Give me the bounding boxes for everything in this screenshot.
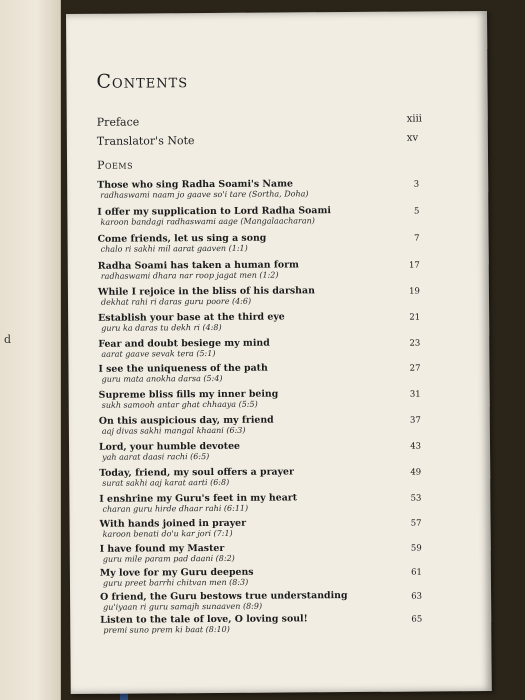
entry-title: With hands joined in prayer [99, 517, 247, 530]
section-heading: Poems [97, 158, 134, 172]
entry-page: 37 [409, 415, 421, 426]
toc-entry [98, 337, 421, 359]
toc-entry [98, 232, 418, 254]
contents-page [66, 11, 492, 694]
entry-page: 65 [411, 614, 423, 625]
front-matter-item [96, 132, 419, 148]
entry-title: My love for my Guru deepens [99, 566, 254, 579]
entry-page: 7 [414, 233, 420, 244]
entry-subtitle: yah aarat daasi rachi (6:5) [102, 452, 210, 462]
front-matter-title: Translator's Note [96, 134, 195, 148]
entry-subtitle: chalo ri sakhi mil aarat gaaven (1:1) [100, 243, 248, 254]
toc-entry [100, 542, 420, 564]
entry-subtitle: radhaswami naam jo gaave so'i tare (Sortha, Doha) [100, 189, 309, 200]
entry-subtitle: guru preet barrhi chitvan men (8:3) [102, 577, 249, 588]
toc-entry [99, 414, 419, 436]
facing-page [0, 0, 61, 700]
entry-subtitle: guru mata anokha darsa (5:4) [101, 373, 223, 384]
entry-title: Lord, your humble devotee [98, 440, 241, 453]
entry-title: Listen to the tale of love, O loving soul! [100, 613, 308, 626]
entry-subtitle: premi suno prem ki baat (8:10) [103, 624, 230, 635]
entry-subtitle: guru ka daras tu dekh ri (4:8) [101, 322, 222, 333]
entry-page: 57 [410, 518, 422, 529]
entry-title: I enshrine my Guru's feet in my heart [99, 492, 298, 505]
front-matter-page: xv [406, 132, 419, 144]
toc-entry [98, 362, 421, 384]
entry-page: 59 [410, 543, 422, 554]
entry-page: 3 [413, 179, 420, 190]
entry-title: Radha Soami has taken a human form [97, 259, 299, 272]
entry-subtitle: gu'iyaan ri guru samajh sunaaven (8:9) [103, 601, 263, 612]
toc-entry [99, 388, 419, 410]
entry-title: Come friends, let us sing a song [97, 232, 267, 245]
entry-page: 17 [408, 260, 420, 271]
entry-subtitle: dekhat rahi ri daras guru poore (4:6) [100, 296, 252, 307]
entry-title: I see the uniqueness of the path [98, 362, 268, 375]
entry-page: 23 [409, 338, 421, 349]
entry-subtitle: radhaswami dhara nar roop jagat men (1:2) [100, 270, 279, 281]
entry-title: While I rejoice in the bliss of his darshan [97, 285, 315, 298]
entry-page: 43 [410, 441, 422, 452]
entry-subtitle: charan guru hirde dhaar rahi (6:11) [102, 503, 249, 514]
entry-title: Those who sing Radha Soami's Name [97, 178, 293, 191]
entry-title: Fear and doubt besiege my mind [98, 337, 270, 350]
entry-subtitle: sukh samooh antar ghat chhaaya (5:5) [101, 399, 258, 410]
entry-subtitle: guru mile param pad daani (8:2) [102, 553, 235, 564]
page-title: Contents [96, 70, 189, 93]
entry-title: Supreme bliss fills my inner being [98, 388, 279, 401]
toc-entry [99, 492, 422, 514]
entry-title: O friend, the Guru bestows true understanding [100, 590, 348, 603]
entry-subtitle: surat sakhi aaj karat aarti (6:8) [102, 477, 230, 488]
toc-entry [98, 311, 421, 333]
entry-page: 63 [411, 591, 423, 602]
entry-page: 19 [409, 286, 420, 297]
entry-subtitle: aarat gaave sevak tera (5:1) [101, 348, 216, 359]
toc-entry [99, 466, 422, 488]
front-matter-title: Preface [96, 115, 140, 129]
toc-entry [97, 178, 420, 200]
toc-entry [100, 613, 423, 635]
toc-entry [97, 205, 420, 227]
entry-page: 49 [410, 467, 422, 478]
front-matter-page: xiii [406, 113, 423, 125]
toc-entry [100, 590, 423, 612]
entry-subtitle: karoon benati do'u kar jori (7:1) [102, 528, 233, 539]
entry-subtitle: karoon bandagi radhaswami aage (Mangalaacharan) [100, 216, 315, 227]
entry-page: 27 [409, 363, 421, 374]
entry-title: I have found my Master [99, 542, 225, 555]
front-matter-item [96, 113, 423, 129]
toc-entry [98, 259, 418, 281]
entry-subtitle: aaj divas sakhi mangal khaani (6:3) [101, 425, 246, 436]
entry-title: I offer my supplication to Lord Radha Soami [97, 205, 331, 218]
toc-entry [98, 440, 422, 462]
facing-page-text-fragment: d [4, 333, 12, 346]
toc-entry [100, 517, 420, 539]
entry-page: 21 [409, 312, 421, 323]
toc-entry [100, 566, 420, 588]
entry-title: On this auspicious day, my friend [98, 414, 274, 427]
toc-entry [98, 285, 418, 307]
entry-title: Establish your base at the third eye [98, 311, 285, 324]
entry-page: 53 [410, 493, 422, 504]
entry-title: Today, friend, my soul offers a prayer [99, 466, 294, 479]
entry-page: 61 [411, 567, 422, 578]
entry-page: 31 [409, 389, 421, 400]
entry-page: 5 [413, 206, 420, 217]
